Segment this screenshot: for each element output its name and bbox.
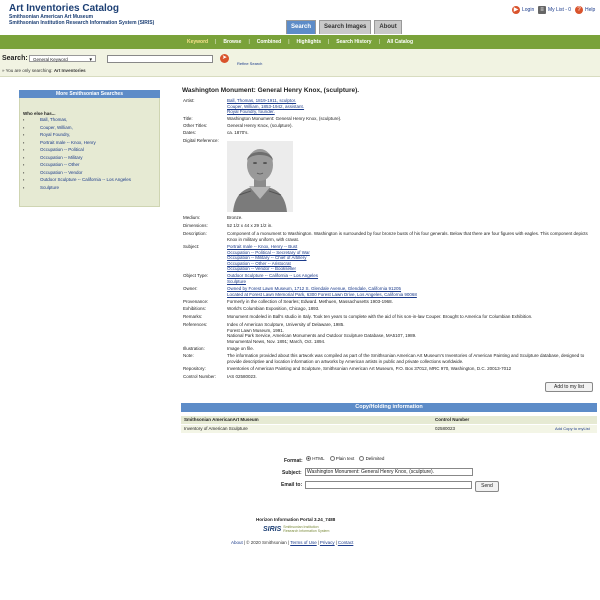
label-dimensions: Dimensions: [183,223,208,228]
footer-copyright: | © 2020 Smithsonian | [243,540,290,545]
app-title: Art Inventories Catalog [9,3,120,14]
sidebar-item-outdoor-la[interactable]: ▪ Outdoor Sculpture -- California -- Los Angeles [23,176,131,184]
format-delimited-label: Delimited [365,456,385,461]
sidebar-item-royal-foundry[interactable]: ▪ Royal Foundry, [23,131,131,139]
nav-all-catalog[interactable]: All Catalog [386,39,414,45]
col-museum: Smithsonian AmericanArt Museum [184,417,259,422]
help-label: Help [585,7,596,13]
search-index-value: General Keyword [33,57,68,62]
label-remarks: Remarks: [183,314,203,319]
sidebar-item-ball[interactable]: ▪ Ball, Thomas, [23,116,131,124]
mylist-label: My List - 0 [548,7,572,13]
value-control-number: IAS 02580023. [227,374,257,379]
label-references: References: [183,322,208,327]
col-control-number: Control Number [435,417,470,422]
value-provenance: Formerly in the collection of Searles; Edward. Methuen, Massachusetts 1903-1968. [227,299,393,304]
subject-link[interactable]: Occupation -- Political -- Secretary of War [227,249,310,255]
value-note: The information provided about this artwork was compiled as part of the Smithsonian American Art Museum's Inventories of American Painting and Sculpture database, designed to provide descriptive and location information on artworks by American artists in public and private collections worldwide. [227,353,585,364]
format-label: Format: [284,458,303,464]
value-repository: Inventories of American Painting and Sculpture, Smithsonian American Art Museum, P.O. Box 37012, MRC 970, Washington, D.C. 20013-7012 [227,366,512,371]
subject-link[interactable]: Occupation -- Vendor -- Bookseller [227,266,297,271]
add-copy-to-mylist-link[interactable]: Add Copy to myList [555,426,590,431]
reference-item: National Park Service, American Monuments and Outdoor Sculpture Database, MA5107, 1989. [227,333,417,338]
sidebar-item-sculpture[interactable]: ▪ Sculpture [23,184,131,192]
reference-item: Monumental News, Nov. 1891; March, Oct. 1894. [227,338,326,344]
subject-link[interactable]: Occupation -- Other -- Aristocrat [227,260,291,266]
radio-icon [359,456,364,461]
mylist-link[interactable] [538,6,571,14]
siris-logo[interactable] [263,525,329,533]
login-label: Login [522,7,535,13]
nav-separator: | [378,39,380,45]
footer-privacy-link[interactable]: Privacy [319,540,335,545]
reference-item: Index of American Sculpture, University of Delaware, 1985. [227,322,345,327]
value-object-type [227,273,593,284]
format-html-label: HTML [312,456,325,461]
copy-table-header [181,416,597,424]
table-row [181,425,597,433]
subject-label: Subject: [282,470,302,476]
login-arrow-icon: ▶ [513,7,519,13]
format-delimited-option[interactable] [359,456,384,461]
footer-contact-link[interactable]: Contact [337,540,354,545]
label-title: Title: [183,116,193,121]
artist-link[interactable]: Couper, William, 1853-1942, assistant. [227,103,305,109]
label-other-titles: Other Titles: [183,123,208,128]
refine-search-link[interactable]: Refine Search [237,61,263,66]
label-medium: Medium: [183,215,201,220]
help-icon: ? [575,6,583,14]
search-input[interactable] [107,55,213,63]
value-artist [227,98,593,115]
row-collection: Inventory of American Sculpture [184,426,248,431]
subject-link[interactable]: Portrait male -- Knox, Henry -- Bust [227,244,298,249]
value-other-titles: General Henry Knox, (sculpture). [227,123,293,128]
footer-about-link[interactable]: About [231,540,243,545]
tab-search-images[interactable]: Search Images [319,20,371,34]
search-type-nav [0,35,600,49]
nav-search-history[interactable]: Search History [336,39,372,45]
value-dates: ca. 1870's. [227,130,249,135]
label-owner: Owner: [183,286,198,291]
tab-search[interactable]: Search [286,20,316,34]
subject-input[interactable]: Washington Monument: General Henry Knox, (sculpture). [305,468,473,476]
bust-sculpture-icon [227,141,293,212]
reference-item: Forest Lawn Museum, 1991. [227,327,285,333]
radio-selected-icon [306,456,311,461]
format-options [306,456,384,461]
siris-logo-line1: Smithsonian Institution [283,525,319,529]
owner-link[interactable]: Owned by Forest Lawn Museum, 1712 S. Glendale Avenue, Glendale, California 91205 [227,286,402,291]
search-bar [0,49,600,77]
radio-icon [330,456,335,461]
search-go-button[interactable] [220,54,229,63]
value-description: Component of a monument to Washington. Washington is surrounded by four bronze busts of his four generals. Below that there are four figures with eagles. This component depicts Knox in military uniform, with cravat. [227,231,588,242]
format-html-option[interactable] [306,456,325,461]
label-exhibitions: Exhibitions: [183,306,207,311]
nav-keyword[interactable]: Keyword [186,39,209,45]
main-tabs [286,20,402,34]
label-digital-reference: Digital Reference: [183,138,219,143]
value-exhibitions: World's Columbian Exposition, Chicago, 1893. [227,306,320,311]
value-title: Washington Monument: General Henry Knox, (sculpture). [227,116,342,121]
subject-link[interactable]: Occupation -- Military -- Chief of Artillery [227,255,307,260]
app-subtitle-museum: Smithsonian American Art Museum [9,14,94,20]
sidebar-item-couper[interactable]: ▪ Couper, William, [23,124,131,132]
label-object-type: Object Type: [183,273,209,278]
row-control-number: 02580023 [435,426,456,431]
nav-browse[interactable]: Browse [223,39,242,45]
portal-version: Horizon Information Portal 3.24_7488 [256,517,336,522]
footer-links: About | © 2020 Smithsonian | Terms of Use | Privacy | Contact [231,540,354,545]
search-scope-prefix: » You are only searching: [2,68,53,73]
value-owner [227,286,593,297]
help-link[interactable] [575,6,595,14]
owner-link[interactable]: Located at Forest Lawn Memorial Park, 6300 Forest Lawn Drive, Los Angeles, California 90068 [227,291,417,297]
label-repository: Repository: [183,366,206,371]
sidebar-item-political[interactable]: ▪ Occupation -- Political [23,146,131,154]
nav-highlights[interactable]: Highlights [296,39,321,45]
login-link[interactable] [512,6,534,14]
who-else-label: Who else has... [23,111,56,116]
label-artist: Artist: [183,98,195,103]
record-title: Washington Monument: General Henry Knox, (sculpture). [182,87,360,94]
value-illustration: Image on file. [227,346,255,351]
email-label: Email to: [281,482,303,488]
value-medium: Bronze. [227,215,243,220]
app-subtitle-siris: Smithsonian Institution Research Information System (SIRIS) [9,20,155,26]
format-plain-option[interactable] [330,456,355,461]
label-provenance: Provenance: [183,299,209,304]
value-remarks: Monument modeled in Ball's studio in Italy. Took ten years to complete with the aid of his son-in-law Couper. Brought to America for Columbian Exhibition. [227,314,533,319]
list-icon: ≡ [538,6,546,14]
siris-logo-mark: SIRIS [263,525,282,533]
nav-combined[interactable]: Combined [256,39,282,45]
siris-logo-text [283,525,329,533]
who-else-list [23,116,131,191]
label-control-number: Control Number: [183,374,217,379]
label-note: Note: [183,353,194,358]
search-index-select[interactable] [29,55,96,62]
artist-link[interactable]: Royal Foundry, founder. [227,109,275,114]
label-description: Description: [183,231,207,236]
search-label: Search: [2,55,28,62]
sidebar-item-portrait-knox[interactable]: ▪ Portrait male -- Knox, Henry [23,139,131,147]
sidebar-heading: More Smithsonian Searches [19,90,160,98]
nav-separator: | [288,39,290,45]
nav-separator: | [327,39,330,45]
tab-about[interactable]: About [374,20,401,34]
email-input[interactable] [305,481,472,489]
label-subject: Subject: [183,244,200,249]
object-type-link[interactable]: Sculpture [227,278,247,284]
sidebar-item-other[interactable]: ▪ Occupation -- Other [23,161,131,169]
value-subject [227,244,593,272]
value-dimensions: 52 1/2 x 44 x 29 1/2 in. [227,223,273,228]
sidebar-item-vendor[interactable]: ▪ Occupation -- Vendor [23,169,131,177]
label-illustration: Illustration: [183,346,205,351]
format-plain-label: Plain text [335,456,355,461]
footer-terms-link[interactable]: Terms of Use [290,540,317,545]
nav-separator: | [248,39,250,45]
send-button[interactable]: Send [475,481,499,492]
siris-logo-line2: Research Information System [283,529,330,533]
search-scope [2,68,86,73]
search-scope-value: Art Inventories [53,68,86,73]
sidebar-item-military[interactable]: ▪ Occupation -- Military [23,154,131,162]
arrow-right-icon: ➤ [221,55,228,61]
chevron-down-icon: ▼ [88,57,93,62]
nav-separator: | [215,39,217,45]
add-to-my-list-button[interactable]: Add to my list [545,382,593,392]
copy-holding-heading: Copy/Holding information [181,403,597,412]
value-references [227,322,593,344]
artist-link[interactable]: Ball, Thomas, 1819-1911, sculptor. [227,98,297,103]
bust-image[interactable] [227,141,293,212]
label-dates: Dates: [183,130,197,135]
object-type-link[interactable]: Outdoor Sculpture -- California -- Los Angeles [227,273,319,278]
